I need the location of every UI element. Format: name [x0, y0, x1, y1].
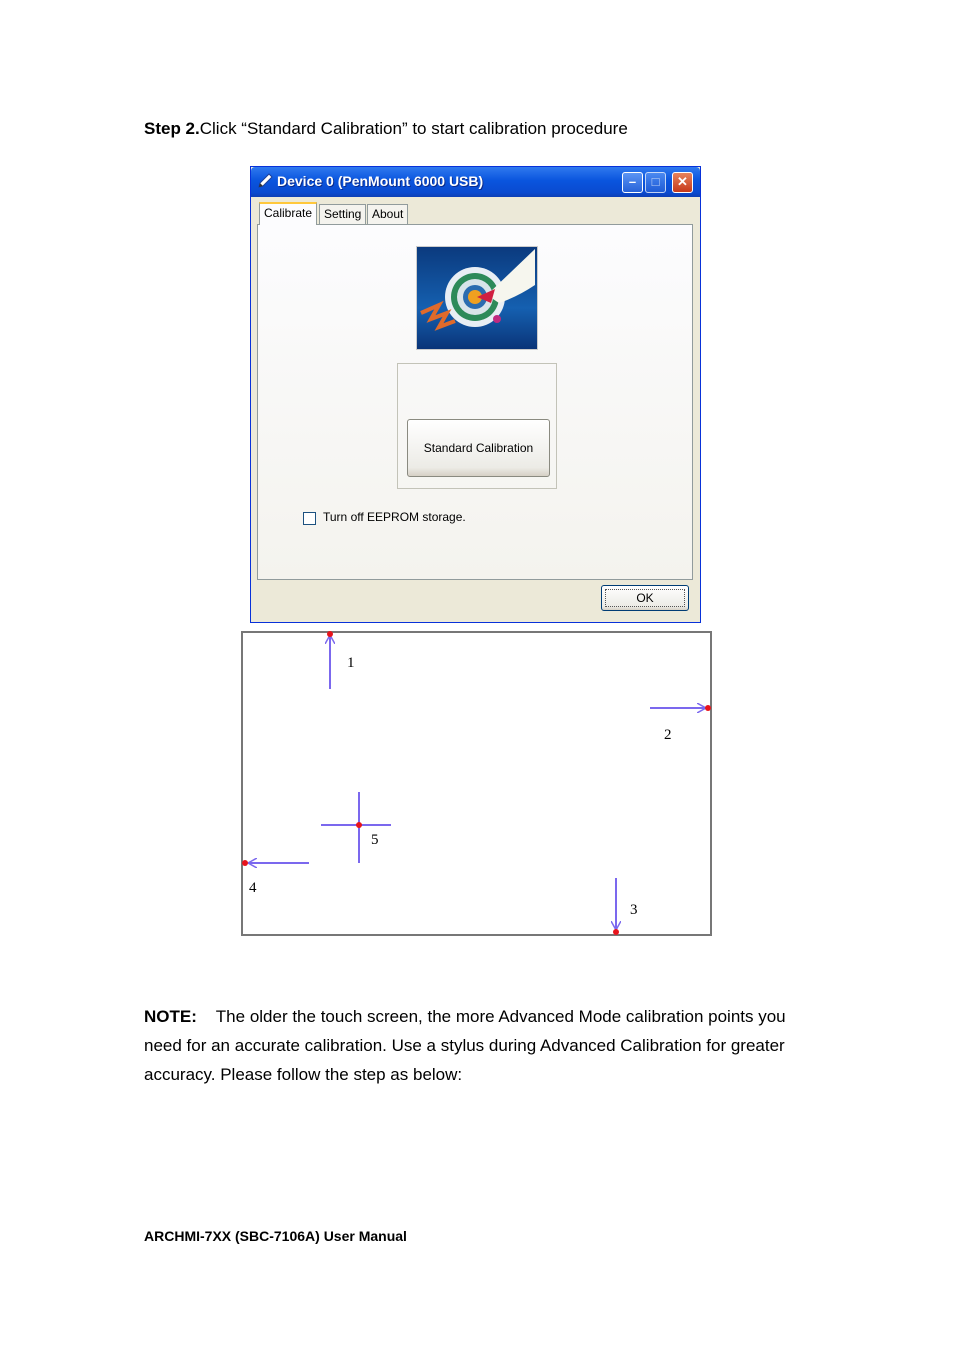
ok-label: OK — [636, 591, 654, 605]
tab-setting[interactable] — [319, 204, 366, 224]
maximize-icon: □ — [651, 174, 660, 189]
standard-calibration-button[interactable]: Standard Calibration — [407, 419, 550, 477]
calibration-screen — [241, 631, 712, 936]
point-label-3: 3 — [630, 902, 638, 918]
tab-about[interactable] — [367, 204, 408, 224]
note-paragraph — [144, 1002, 804, 1089]
tab-label: Calibrate — [264, 206, 313, 220]
tab-calibrate[interactable] — [259, 202, 317, 225]
step-label: Step 2. — [144, 119, 200, 138]
close-button[interactable] — [672, 172, 693, 193]
tab-label: About — [372, 207, 404, 221]
device-dialog-window — [250, 166, 701, 623]
window-title: Device 0 (PenMount 6000 USB) — [277, 173, 484, 189]
minimize-button[interactable] — [622, 172, 643, 193]
step-text: Click “Standard Calibration” to start calibration procedure — [199, 119, 628, 138]
point-label-5: 5 — [371, 832, 379, 848]
calibration-point-2 — [705, 705, 711, 711]
calibration-point-3 — [613, 929, 619, 935]
target-icon — [417, 247, 537, 349]
close-icon: ✕ — [677, 174, 688, 189]
tab-label: Setting — [324, 207, 362, 221]
pen-icon — [256, 172, 274, 190]
ok-button[interactable] — [601, 585, 689, 611]
focus-rect — [605, 589, 685, 607]
point-label-1: 1 — [347, 655, 355, 671]
eeprom-checkbox[interactable] — [303, 512, 316, 525]
calibration-target-logo — [416, 246, 538, 350]
note-text: The older the touch screen, the more Advanced Mode calibration points you need for an accurate calibration. Use a stylus during Advanced Calibration for greater accuracy. Please follow the step as below: — [144, 1007, 786, 1084]
step-instruction — [144, 119, 628, 139]
point-label-4: 4 — [249, 880, 257, 896]
maximize-button[interactable] — [645, 172, 666, 193]
calibration-point-1 — [327, 631, 333, 637]
minimize-icon: – — [628, 174, 637, 189]
title-bar[interactable] — [251, 167, 700, 197]
calibration-arrows — [241, 631, 712, 936]
note-label: NOTE: — [144, 1007, 197, 1026]
page-footer: ARCHMI-7XX (SBC-7106A) User Manual — [144, 1228, 407, 1244]
calibration-point-5 — [356, 822, 362, 828]
eeprom-checkbox-label: Turn off EEPROM storage. — [323, 510, 466, 524]
calibration-point-4 — [242, 860, 248, 866]
point-label-2: 2 — [664, 727, 672, 743]
